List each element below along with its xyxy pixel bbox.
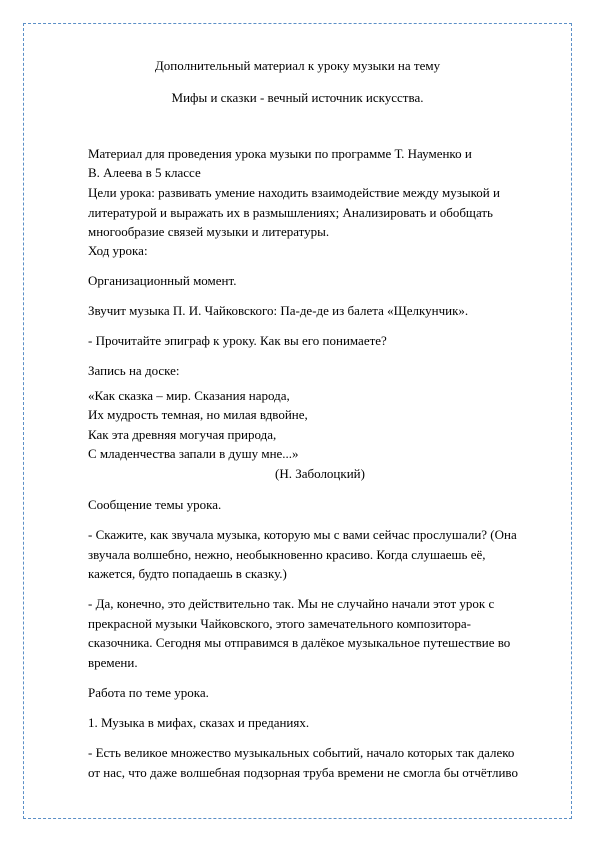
- poem-line-2: Их мудрость темная, но милая вдвойне,: [88, 407, 308, 422]
- answer-line-2: прекрасной музыки Чайковского, этого замечательного композитора-: [88, 616, 471, 631]
- header-line-1: Дополнительный материал к уроку музыки на тему: [154, 58, 441, 73]
- answer-line-3: сказочника. Сегодня мы отправимся в далёкое музыкальное путешествие во: [88, 635, 511, 650]
- goals-line-1: Цели урока: развивать умение находить взаимодействие между музыкой и: [88, 185, 500, 200]
- lesson-title: Мифы и сказки - вечный источник искусства.: [171, 90, 424, 105]
- section-heading-1: 1. Музыка в мифах, сказах и преданиях.: [88, 715, 310, 730]
- org-moment: Организационный момент.: [88, 273, 237, 288]
- epigraph-question: - Прочитайте эпиграф к уроку. Как вы его понимаете?: [88, 333, 387, 348]
- paragraph-line-2: от нас, что даже волшебная подзорная труба времени не смогла бы отчётливо: [88, 765, 518, 780]
- poem-line-4: С младенчества запали в душу мне...»: [88, 446, 299, 461]
- work-topic: Работа по теме урока.: [88, 685, 209, 700]
- music-plays: Звучит музыка П. И. Чайковского: Па-де-де из балета «Щелкунчик».: [88, 303, 469, 318]
- poem-line-3: Как эта древняя могучая природа,: [88, 427, 277, 442]
- question-line-2: звучала волшебно, нежно, необыкновенно красиво. Когда слушаешь её,: [88, 547, 486, 562]
- goals-line-3: многообразие связей музыки и литературы.: [88, 224, 330, 239]
- goals-line-2: литературой и выражать их в размышлениях; Анализировать и обобщать: [88, 205, 493, 220]
- intro-line-2: В. Алеева в 5 классе: [88, 165, 201, 180]
- question-line-3: кажется, будто попадаешь в сказку.): [88, 566, 287, 581]
- answer-line-4: времени.: [88, 655, 138, 670]
- topic-message: Сообщение темы урока.: [88, 497, 222, 512]
- paragraph-line-1: - Есть великое множество музыкальных событий, начало которых так далеко: [88, 745, 515, 760]
- poem-line-1: «Как сказка – мир. Сказания народа,: [88, 388, 290, 403]
- answer-line-1: - Да, конечно, это действительно так. Мы не случайно начали этот урок с: [88, 596, 495, 611]
- poem-author: (Н. Заболоцкий): [275, 466, 365, 481]
- course-heading: Ход урока:: [88, 243, 148, 258]
- intro-line-1: Материал для проведения урока музыки по программе Т. Науменко и: [88, 146, 472, 161]
- question-line-1: - Скажите, как звучала музыка, которую мы с вами сейчас прослушали? (Она: [88, 527, 517, 542]
- board-record: Запись на доске:: [88, 363, 180, 378]
